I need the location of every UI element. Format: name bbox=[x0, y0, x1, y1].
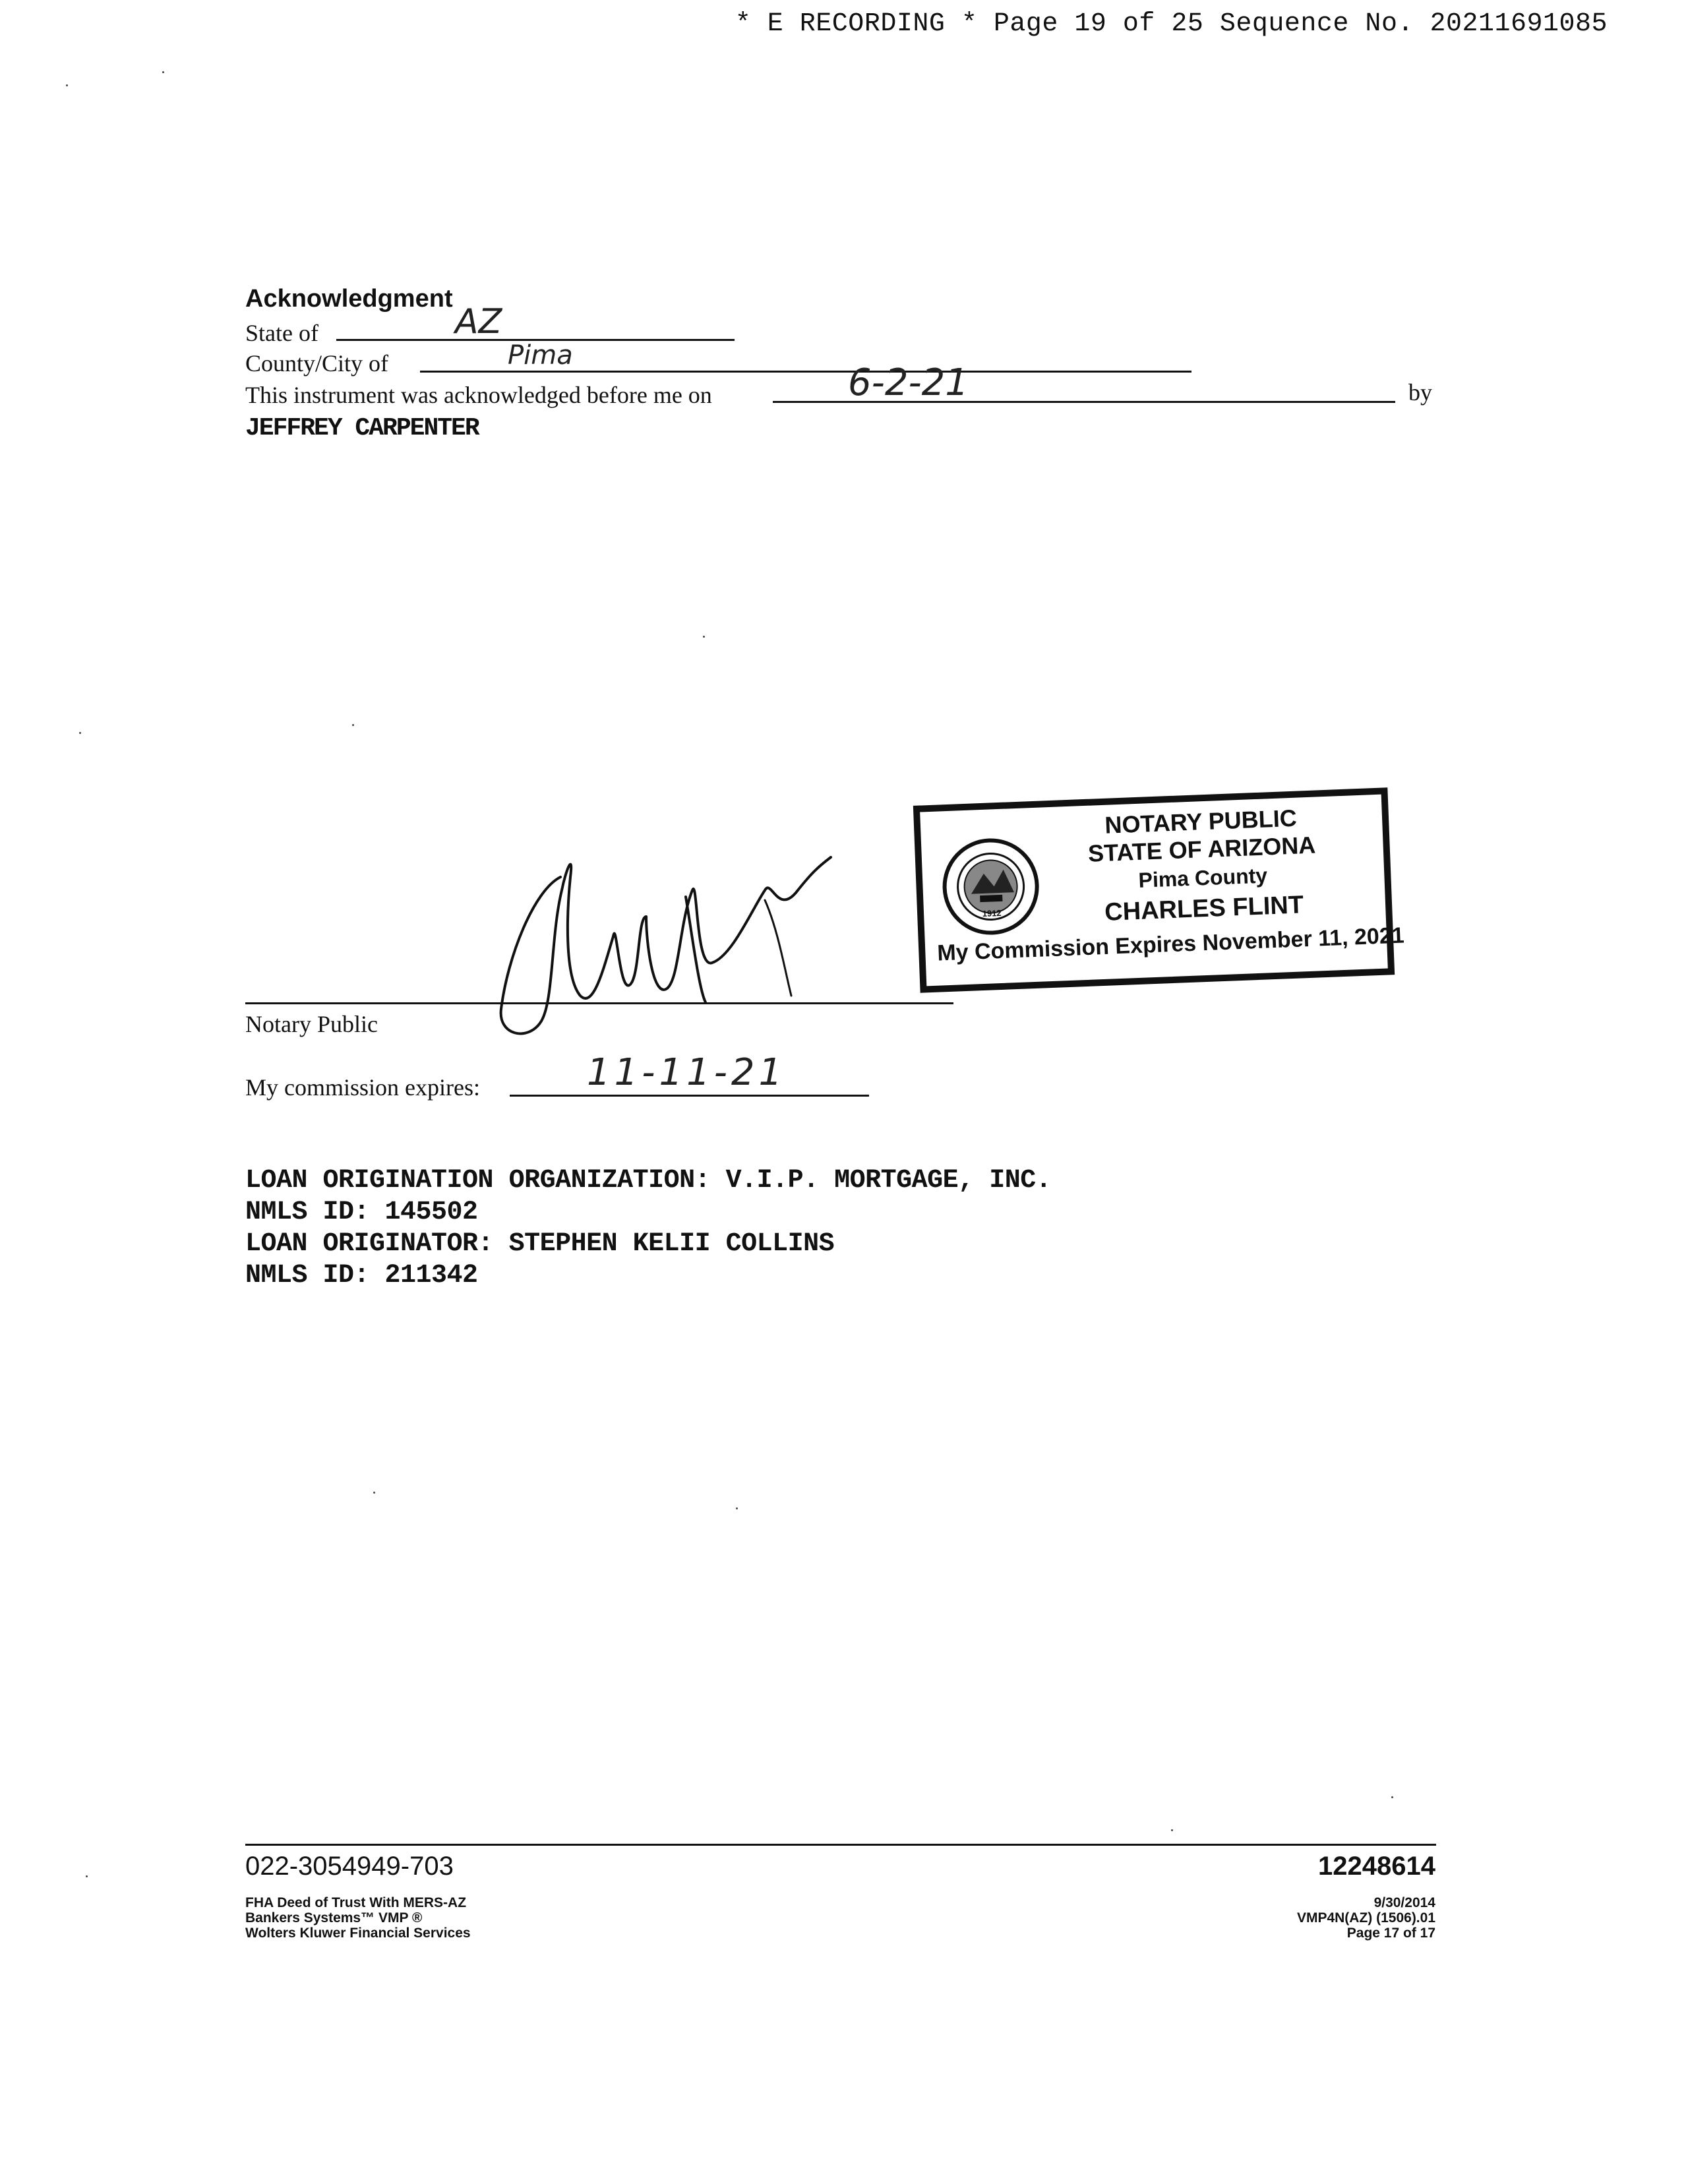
stamp-commission-expires: My Commission Expires November 11, 2021 bbox=[936, 923, 1405, 966]
loan-originator: LOAN ORIGINATOR: STEPHEN KELII COLLINS bbox=[245, 1229, 835, 1259]
footer-form-publisher: Wolters Kluwer Financial Services bbox=[245, 1926, 471, 1941]
acknowledgment-title: Acknowledgment bbox=[245, 285, 453, 313]
scan-speck bbox=[79, 732, 81, 734]
county-line bbox=[420, 371, 1191, 373]
scan-speck bbox=[66, 84, 68, 86]
commission-line bbox=[510, 1095, 869, 1097]
loan-origination-organization: LOAN ORIGINATION ORGANIZATION: V.I.P. MORTGAGE, INC. bbox=[245, 1166, 1052, 1196]
state-handwritten-value: AZ bbox=[455, 302, 502, 342]
by-label: by bbox=[1408, 379, 1432, 406]
footer-form-code: VMP4N(AZ) (1506).01 bbox=[1296, 1910, 1435, 1926]
date-handwritten-value: 6-2-21 bbox=[848, 361, 969, 404]
seal-year: 1912 bbox=[982, 907, 1002, 919]
county-label: County/City of bbox=[245, 350, 389, 377]
footer-doc-number: 12248614 bbox=[1318, 1852, 1435, 1881]
scan-speck bbox=[373, 1492, 375, 1494]
county-handwritten-value: Pima bbox=[508, 340, 573, 371]
scan-speck bbox=[86, 1875, 88, 1877]
scan-speck bbox=[703, 636, 705, 638]
notary-stamp bbox=[913, 787, 1405, 992]
footer-form-date: 9/30/2014 bbox=[1373, 1895, 1435, 1910]
originator-nmls-id: NMLS ID: 211342 bbox=[245, 1261, 478, 1290]
notary-signature bbox=[488, 837, 844, 1048]
stamp-notary-name: CHARLES FLINT bbox=[1104, 891, 1304, 926]
state-label: State of bbox=[245, 320, 318, 346]
stamp-notary-public: NOTARY PUBLIC bbox=[1104, 804, 1298, 839]
commission-handwritten-value: 11-11-21 bbox=[587, 1051, 787, 1094]
scan-speck bbox=[1391, 1796, 1393, 1798]
stamp-county: Pima County bbox=[1137, 863, 1268, 892]
scan-speck bbox=[162, 71, 164, 73]
signer-name: JEFFREY CARPENTER bbox=[245, 414, 479, 442]
stamp-state: STATE OF ARIZONA bbox=[1087, 831, 1316, 867]
scan-speck bbox=[352, 724, 354, 726]
scan-speck bbox=[1171, 1829, 1173, 1831]
footer-page-number: Page 17 of 17 bbox=[1346, 1926, 1435, 1941]
footer-form-title: FHA Deed of Trust With MERS-AZ bbox=[245, 1895, 467, 1910]
footer-loan-number: 022-3054949-703 bbox=[245, 1852, 454, 1881]
instrument-acknowledged-label: This instrument was acknowledged before me on bbox=[245, 382, 712, 408]
recording-header: * E RECORDING * Page 19 of 25 Sequence No. 20211691085 bbox=[735, 9, 1608, 39]
state-seal-icon bbox=[940, 835, 1042, 938]
footer-rule bbox=[245, 1844, 1436, 1846]
scan-speck bbox=[736, 1507, 738, 1509]
footer-form-vendor: Bankers Systems™ VMP ® bbox=[245, 1910, 423, 1926]
organization-nmls-id: NMLS ID: 145502 bbox=[245, 1198, 478, 1227]
notary-public-label: Notary Public bbox=[245, 1011, 378, 1037]
commission-expires-label: My commission expires: bbox=[245, 1074, 480, 1101]
notary-signature-line bbox=[245, 1002, 953, 1004]
